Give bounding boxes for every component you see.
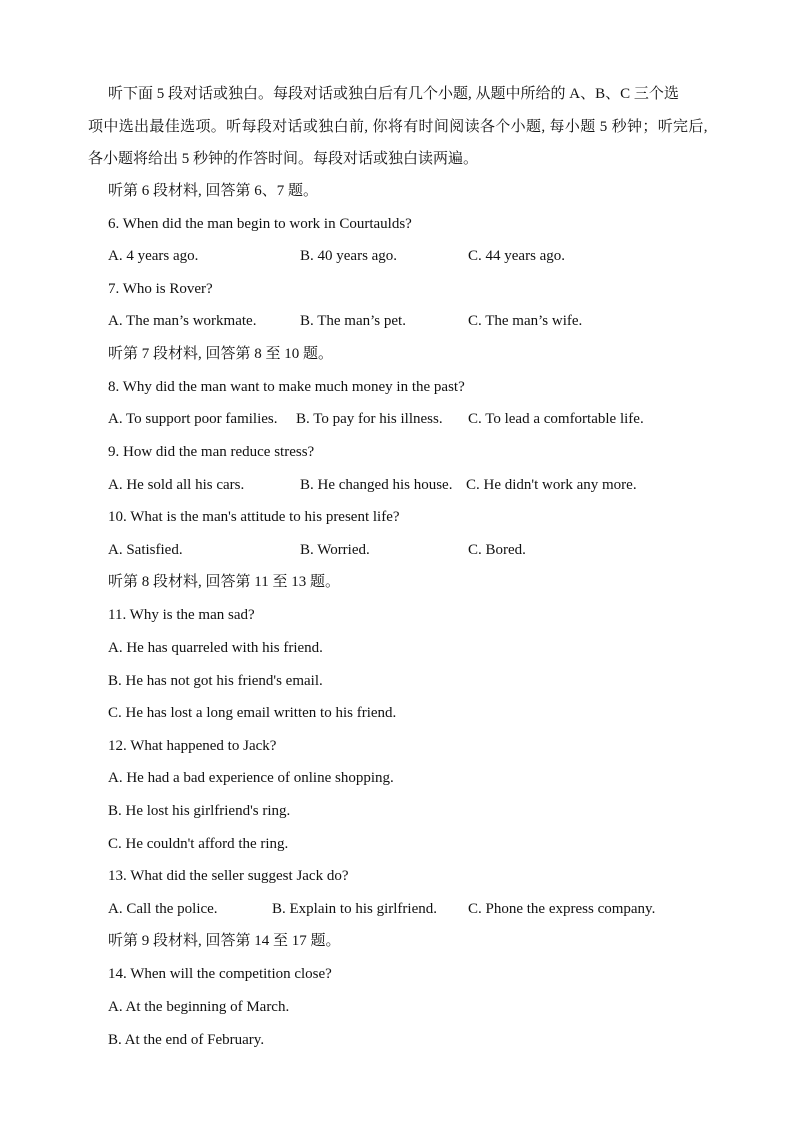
option-a: A. The man’s workmate.	[108, 313, 257, 329]
section-heading: 听第 9 段材料, 回答第 14 至 17 题。	[108, 933, 341, 949]
option-c: C. He didn't work any more.	[466, 477, 637, 493]
option-b: B. He has not got his friend's email.	[108, 673, 323, 689]
option-a: A. He had a bad experience of online shopping.	[108, 770, 394, 786]
option-a: A. He sold all his cars.	[108, 477, 245, 493]
question-stem: 14. When will the competition close?	[108, 966, 332, 982]
option-a: A. To support poor families.	[108, 411, 278, 427]
intro-line-3: 各小题将给出 5 秒钟的作答时间。每段对话或独白读两遍。	[88, 151, 479, 167]
option-b: B. Worried.	[300, 542, 370, 558]
option-c: C. The man’s wife.	[468, 313, 583, 329]
option-b: B. He lost his girlfriend's ring.	[108, 803, 291, 819]
option-b: B. He changed his house.	[300, 477, 453, 493]
intro-line-2: 项中选出最佳选项。听每段对话或独白前, 你将有时间阅读各个小题, 每小题 5 秒钟；听完后,	[88, 119, 708, 135]
option-b: B. To pay for his illness.	[296, 411, 443, 427]
question-stem: 8. Why did the man want to make much money in the past?	[108, 379, 465, 395]
question-stem: 12. What happened to Jack?	[108, 738, 277, 754]
intro-line-1: 听下面 5 段对话或独白。每段对话或独白后有几个小题, 从题中所给的 A、B、C 三个选	[108, 86, 679, 102]
question-stem: 6. When did the man begin to work in Courtaulds?	[108, 216, 412, 232]
option-b: B. 40 years ago.	[300, 248, 398, 264]
option-c: C. He has lost a long email written to his friend.	[108, 705, 397, 721]
option-c: C. Phone the express company.	[468, 901, 656, 917]
question-stem: 10. What is the man's attitude to his present life?	[108, 509, 400, 525]
question-stem: 11. Why is the man sad?	[108, 607, 255, 623]
option-b: B. The man’s pet.	[300, 313, 406, 329]
option-a: A. He has quarreled with his friend.	[108, 640, 323, 656]
option-a: A. At the beginning of March.	[108, 999, 290, 1015]
option-a: A. 4 years ago.	[108, 248, 199, 264]
option-c: C. To lead a comfortable life.	[468, 411, 644, 427]
question-stem: 7. Who is Rover?	[108, 281, 213, 297]
section-heading: 听第 8 段材料, 回答第 11 至 13 题。	[108, 574, 340, 590]
option-a: A. Call the police.	[108, 901, 218, 917]
option-a: A. Satisfied.	[108, 542, 183, 558]
option-c: C. 44 years ago.	[468, 248, 566, 264]
question-stem: 9. How did the man reduce stress?	[108, 444, 315, 460]
option-b: B. Explain to his girlfriend.	[272, 901, 437, 917]
question-stem: 13. What did the seller suggest Jack do?	[108, 868, 349, 884]
section-heading: 听第 7 段材料, 回答第 8 至 10 题。	[108, 346, 334, 362]
section-heading: 听第 6 段材料, 回答第 6、7 题。	[108, 183, 319, 199]
option-b: B. At the end of February.	[108, 1032, 265, 1048]
option-c: C. Bored.	[468, 542, 526, 558]
option-c: C. He couldn't afford the ring.	[108, 836, 289, 852]
